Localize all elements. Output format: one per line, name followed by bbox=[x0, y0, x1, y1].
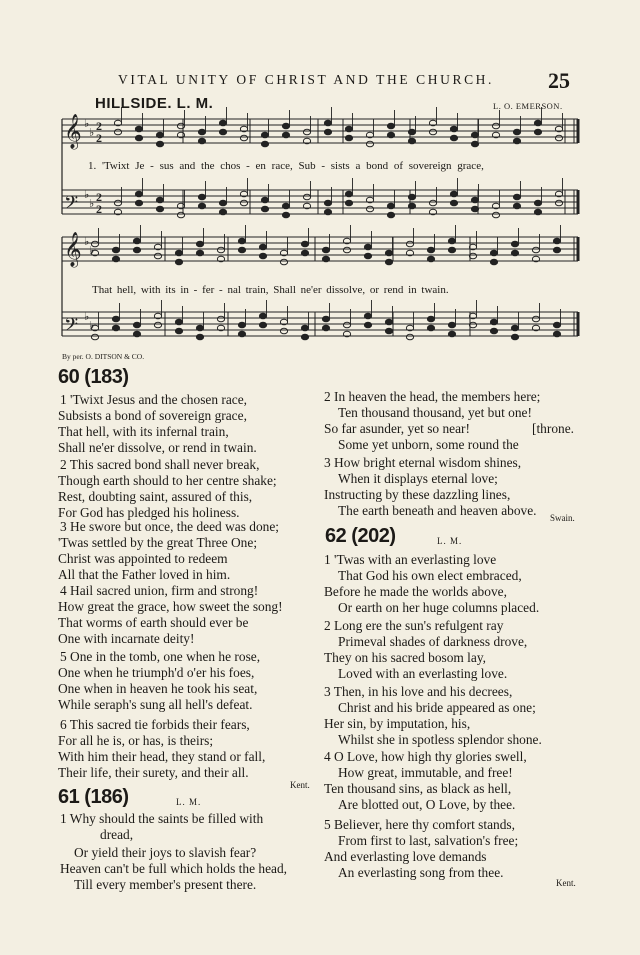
note-head bbox=[280, 259, 287, 265]
note-head bbox=[175, 250, 182, 256]
note-head bbox=[282, 132, 289, 138]
note-head bbox=[490, 259, 497, 265]
note-head bbox=[490, 250, 497, 256]
note-head bbox=[490, 328, 497, 334]
note-head bbox=[324, 129, 331, 135]
note-head bbox=[343, 247, 350, 253]
hymn-line: 2 Long ere the sun's refulgent ray bbox=[324, 618, 504, 633]
note-head bbox=[135, 135, 142, 141]
note-head bbox=[282, 203, 289, 209]
note-head bbox=[553, 322, 560, 328]
note-head bbox=[322, 325, 329, 331]
note-head bbox=[345, 191, 352, 197]
note-head bbox=[408, 129, 415, 135]
hymn-62-number: 62 (202) bbox=[325, 525, 396, 547]
hymn-line: Instructing by these dazzling lines, bbox=[324, 487, 511, 502]
note-head bbox=[513, 194, 520, 200]
hymn-line: Ten thousand thousand, yet but one! bbox=[338, 405, 532, 420]
note-head bbox=[532, 316, 539, 322]
hymn-line: That God his own elect embraced, bbox=[338, 568, 522, 583]
note-head bbox=[154, 322, 161, 328]
note-head bbox=[238, 238, 245, 244]
note-head bbox=[156, 141, 163, 147]
hymn-line: 3 How bright eternal wisdom shines, bbox=[324, 455, 522, 470]
note-head bbox=[366, 141, 373, 147]
note-head bbox=[429, 129, 436, 135]
hymn-62-attribution: Kent. bbox=[556, 878, 576, 888]
hymn-line: 5 Believer, here thy comfort stands, bbox=[324, 817, 515, 832]
note-head bbox=[387, 212, 394, 218]
note-head bbox=[91, 334, 98, 340]
note-head bbox=[429, 200, 436, 206]
note-head bbox=[471, 132, 478, 138]
hymn-line: 1 'Twas with an everlasting love bbox=[324, 552, 497, 567]
hymn-62-meter: L. M. bbox=[437, 536, 463, 546]
note-head bbox=[133, 247, 140, 253]
hymn-line: 3 He swore but once, the deed was done; bbox=[60, 519, 280, 534]
note-head bbox=[280, 328, 287, 334]
hymn-line: All that the Father loved in him. bbox=[58, 567, 231, 582]
note-head bbox=[345, 135, 352, 141]
note-head bbox=[259, 322, 266, 328]
hymn-line: When it displays eternal love; bbox=[338, 471, 498, 486]
note-head bbox=[261, 206, 268, 212]
flat-icon: ♭ bbox=[89, 127, 95, 139]
note-head bbox=[448, 322, 455, 328]
note-head bbox=[471, 197, 478, 203]
hymn-line: 4 O Love, how high thy glories swell, bbox=[324, 749, 527, 764]
note-head bbox=[175, 259, 182, 265]
hymn-60-continued-attribution: Swain. bbox=[550, 513, 575, 523]
hymn-61-meter: L. M. bbox=[176, 797, 202, 807]
note-head bbox=[301, 250, 308, 256]
note-head bbox=[135, 126, 142, 132]
note-head bbox=[219, 129, 226, 135]
hymn-line: Ten thousand sins, as black as hell, bbox=[324, 781, 512, 796]
note-head bbox=[364, 322, 371, 328]
hymn-line: Christ and his bride appeared as one; bbox=[338, 700, 536, 715]
tune-lyric-line-1: 1. 'Twixt Je - sus and the chos - en race, Sub - sists a bond of sovereign grace, bbox=[88, 160, 484, 172]
hymn-line: So far asunder, yet so near! bbox=[324, 421, 470, 436]
note-head bbox=[324, 209, 331, 215]
note-head bbox=[534, 120, 541, 126]
note-head bbox=[196, 250, 203, 256]
note-head bbox=[175, 328, 182, 334]
hymn-60-attribution: Kent. bbox=[290, 780, 310, 790]
page-number: 25 bbox=[548, 68, 570, 93]
flat-icon: ♭ bbox=[89, 320, 95, 332]
hymn-line: 1 'Twixt Jesus and the chosen race, bbox=[60, 392, 248, 407]
note-head bbox=[324, 120, 331, 126]
note-head bbox=[156, 132, 163, 138]
note-head bbox=[511, 250, 518, 256]
note-head bbox=[385, 250, 392, 256]
note-head bbox=[112, 256, 119, 262]
note-head bbox=[553, 247, 560, 253]
note-head bbox=[261, 197, 268, 203]
hymn-line: And everlasting love demands bbox=[324, 849, 487, 864]
hymn-line: That hell, with its infernal train, bbox=[58, 424, 229, 439]
note-head bbox=[196, 334, 203, 340]
note-head bbox=[238, 331, 245, 337]
hymn-60-number: 60 (183) bbox=[58, 366, 129, 388]
note-head bbox=[259, 253, 266, 259]
note-head bbox=[427, 316, 434, 322]
note-head bbox=[240, 200, 247, 206]
note-head bbox=[198, 203, 205, 209]
note-head bbox=[555, 200, 562, 206]
permission-note: By per. O. DITSON & CO. bbox=[62, 352, 145, 361]
hymn-line: Rest, doubting saint, assured of this, bbox=[58, 489, 253, 504]
treble-clef-icon: 𝄞 bbox=[64, 114, 82, 149]
music-score bbox=[0, 0, 640, 360]
note-head bbox=[238, 322, 245, 328]
hymn-line: Whilst she in spotless splendor shone. bbox=[338, 732, 542, 747]
note-head bbox=[259, 244, 266, 250]
hymn-line: 2 In heaven the head, the members here; bbox=[324, 389, 541, 404]
note-head bbox=[513, 138, 520, 144]
time-signature: 2 bbox=[96, 131, 102, 145]
note-head bbox=[406, 241, 413, 247]
note-head bbox=[532, 247, 539, 253]
hymn-line: 3 Then, in his love and his decrees, bbox=[324, 684, 513, 699]
note-head bbox=[513, 203, 520, 209]
flat-icon: ♭ bbox=[89, 198, 95, 210]
hymn-line: How great the grace, how sweet the song! bbox=[58, 599, 283, 614]
treble-clef-icon: 𝄞 bbox=[64, 232, 82, 267]
note-head bbox=[553, 238, 560, 244]
note-head bbox=[448, 238, 455, 244]
running-head: VITAL UNITY OF CHRIST AND THE CHURCH. bbox=[118, 72, 495, 87]
note-head bbox=[303, 129, 310, 135]
hymn-line: Primeval shades of darkness drove, bbox=[338, 634, 528, 649]
hymn-line: An everlasting song from thee. bbox=[338, 865, 504, 880]
note-head bbox=[492, 212, 499, 218]
note-head bbox=[534, 209, 541, 215]
hymn-line: Before he made the worlds above, bbox=[324, 584, 507, 599]
note-head bbox=[156, 206, 163, 212]
note-head bbox=[450, 126, 457, 132]
note-head bbox=[175, 319, 182, 325]
note-head bbox=[511, 325, 518, 331]
note-head bbox=[450, 200, 457, 206]
time-signature: 2 bbox=[96, 190, 102, 204]
note-head bbox=[261, 132, 268, 138]
note-head bbox=[114, 200, 121, 206]
note-head bbox=[408, 138, 415, 144]
note-head bbox=[385, 319, 392, 325]
hymn-line: For God has pledged his holiness. bbox=[58, 505, 240, 520]
note-head bbox=[364, 313, 371, 319]
tune-composer: L. O. EMERSON. bbox=[493, 101, 563, 111]
hymn-line: [throne. bbox=[532, 421, 575, 436]
note-head bbox=[112, 325, 119, 331]
note-head bbox=[492, 123, 499, 129]
note-head bbox=[553, 331, 560, 337]
note-head bbox=[471, 206, 478, 212]
note-head bbox=[364, 253, 371, 259]
time-signature: 2 bbox=[96, 119, 102, 133]
hymn-line: With him their head, they stand or fall, bbox=[58, 749, 266, 764]
note-head bbox=[408, 203, 415, 209]
hymn-line: Christ was appointed to redeem bbox=[58, 551, 228, 566]
note-head bbox=[471, 141, 478, 147]
hymn-line: Some yet unborn, some round the bbox=[338, 437, 519, 452]
note-head bbox=[513, 129, 520, 135]
note-head bbox=[282, 212, 289, 218]
note-head bbox=[133, 238, 140, 244]
hymn-line: For all he is, or has, is theirs; bbox=[58, 733, 214, 748]
hymn-line: 6 This sacred tie forbids their fears, bbox=[60, 717, 250, 732]
note-head bbox=[387, 123, 394, 129]
note-head bbox=[427, 247, 434, 253]
tune-title: HILLSIDE. L. M. bbox=[95, 95, 214, 112]
hymn-line: 'Twas settled by the great Three One; bbox=[58, 535, 258, 550]
note-head bbox=[91, 241, 98, 247]
hymn-line: Till every member's present there. bbox=[74, 877, 257, 892]
hymn-line: 1 Why should the saints be filled with bbox=[60, 811, 264, 826]
bass-clef-icon: 𝄢 bbox=[64, 193, 79, 218]
note-head bbox=[114, 129, 121, 135]
note-head bbox=[511, 241, 518, 247]
note-head bbox=[261, 141, 268, 147]
hymn-line: 2 This sacred bond shall never break, bbox=[60, 457, 260, 472]
hymn-line: Her sin, by imputation, his, bbox=[324, 716, 471, 731]
hymn-line: From first to last, salvation's free; bbox=[338, 833, 519, 848]
note-head bbox=[198, 129, 205, 135]
note-head bbox=[345, 200, 352, 206]
note-head bbox=[450, 135, 457, 141]
flat-icon: ♭ bbox=[89, 245, 95, 257]
note-head bbox=[219, 209, 226, 215]
note-head bbox=[448, 247, 455, 253]
note-head bbox=[555, 135, 562, 141]
note-head bbox=[219, 120, 226, 126]
note-head bbox=[322, 256, 329, 262]
hymn-line: One when he triumph'd o'er his foes, bbox=[58, 665, 255, 680]
note-head bbox=[324, 200, 331, 206]
note-head bbox=[303, 194, 310, 200]
note-head bbox=[427, 325, 434, 331]
hymn-line: Subsists a bond of sovereign grace, bbox=[58, 408, 247, 423]
note-head bbox=[490, 319, 497, 325]
note-head bbox=[322, 247, 329, 253]
note-head bbox=[534, 129, 541, 135]
hymn-line: Or yield their joys to slavish fear? bbox=[74, 845, 257, 860]
note-head bbox=[448, 331, 455, 337]
note-head bbox=[238, 247, 245, 253]
note-head bbox=[154, 253, 161, 259]
note-head bbox=[385, 328, 392, 334]
note-head bbox=[408, 194, 415, 200]
note-head bbox=[177, 123, 184, 129]
note-head bbox=[511, 334, 518, 340]
note-head bbox=[219, 200, 226, 206]
tune-lyric-line-2: That hell, with its in - fer - nal train, Shall ne'er dissolve, or rend in twain. bbox=[92, 284, 449, 296]
hymn-line: Shall ne'er dissolve, or rend in twain. bbox=[58, 440, 257, 455]
hymn-line: One with incarnate deity! bbox=[58, 631, 195, 646]
note-head bbox=[135, 191, 142, 197]
note-head bbox=[196, 241, 203, 247]
note-head bbox=[387, 203, 394, 209]
hymn-line: The earth beneath and heaven above. bbox=[338, 503, 537, 518]
hymn-line: Their life, their surety, and their all. bbox=[58, 765, 249, 780]
note-head bbox=[259, 313, 266, 319]
hymn-line: One when in heaven he took his seat, bbox=[58, 681, 258, 696]
note-head bbox=[345, 126, 352, 132]
hymn-line: Heaven can't be full which holds the head, bbox=[60, 861, 288, 876]
note-head bbox=[240, 135, 247, 141]
flat-icon: ♭ bbox=[84, 236, 90, 248]
note-head bbox=[406, 334, 413, 340]
hymn-line: Or earth on her huge columns placed. bbox=[338, 600, 540, 615]
hymn-line: Though earth should to her centre shake; bbox=[58, 473, 277, 488]
note-head bbox=[301, 325, 308, 331]
time-signature: 2 bbox=[96, 202, 102, 216]
bass-clef-icon: 𝄢 bbox=[64, 315, 79, 340]
hymn-61-number: 61 (186) bbox=[58, 786, 129, 808]
note-head bbox=[301, 334, 308, 340]
hymn-line: Loved with an everlasting love. bbox=[338, 666, 508, 681]
note-head bbox=[198, 138, 205, 144]
note-head bbox=[450, 191, 457, 197]
note-head bbox=[217, 316, 224, 322]
note-head bbox=[217, 247, 224, 253]
hymn-line: 5 One in the tomb, one when he rose, bbox=[60, 649, 261, 664]
note-head bbox=[177, 212, 184, 218]
hymn-line: How great, immutable, and free! bbox=[338, 765, 513, 780]
note-head bbox=[534, 200, 541, 206]
flat-icon: ♭ bbox=[84, 189, 90, 201]
note-head bbox=[198, 194, 205, 200]
note-head bbox=[301, 241, 308, 247]
hymn-line: Are blotted out, O Love, by thee. bbox=[338, 797, 516, 812]
hymn-line: They on his sacred bosom lay, bbox=[324, 650, 487, 665]
note-head bbox=[366, 206, 373, 212]
flat-icon: ♭ bbox=[84, 311, 90, 323]
note-head bbox=[282, 123, 289, 129]
hymn-line: While seraph's sung all hell's defeat. bbox=[58, 697, 253, 712]
note-head bbox=[112, 247, 119, 253]
hymn-line: 4 Hail sacred union, firm and strong! bbox=[60, 583, 259, 598]
note-head bbox=[133, 322, 140, 328]
note-head bbox=[427, 256, 434, 262]
note-head bbox=[112, 316, 119, 322]
hymn-line: dread, bbox=[100, 827, 134, 842]
note-head bbox=[322, 316, 329, 322]
note-head bbox=[343, 322, 350, 328]
note-head bbox=[133, 331, 140, 337]
note-head bbox=[364, 244, 371, 250]
note-head bbox=[385, 259, 392, 265]
flat-icon: ♭ bbox=[84, 118, 90, 130]
note-head bbox=[196, 325, 203, 331]
hymn-line: That worms of earth should ever be bbox=[58, 615, 249, 630]
note-head bbox=[135, 200, 142, 206]
note-head bbox=[387, 132, 394, 138]
note-head bbox=[156, 197, 163, 203]
